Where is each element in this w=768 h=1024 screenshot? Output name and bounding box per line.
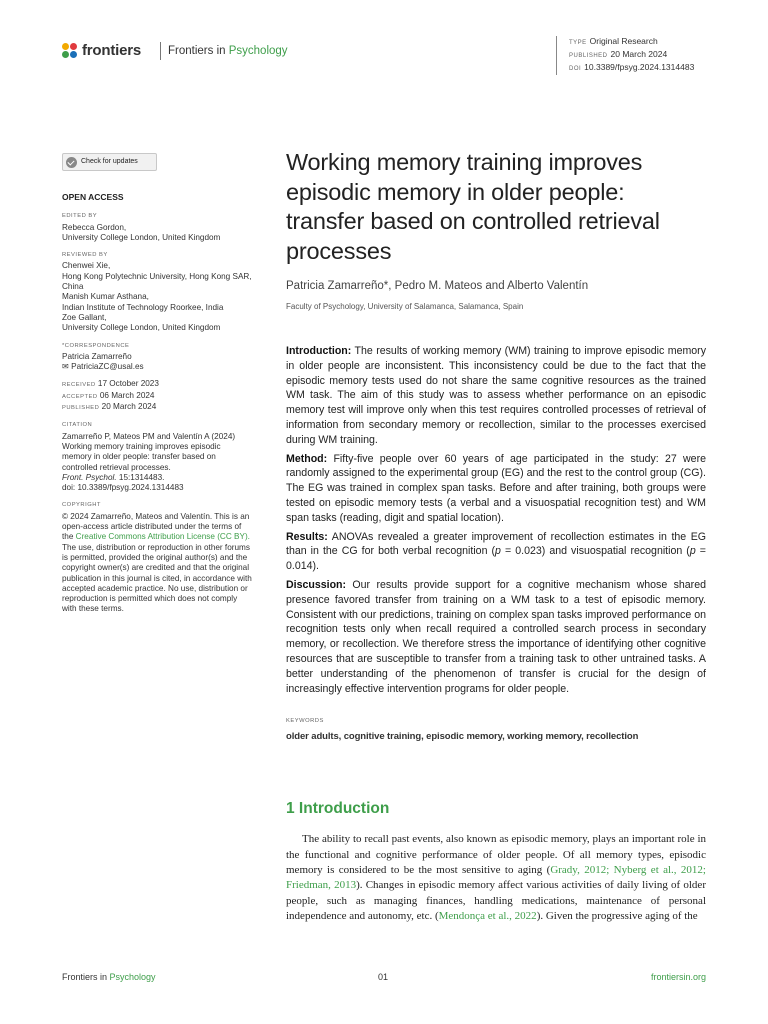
accepted-date: 06 March 2024 xyxy=(99,390,155,400)
reviewed-by-label: REVIEWED BY xyxy=(62,252,108,259)
abstract-method xyxy=(286,452,706,526)
p-symbol: p xyxy=(495,545,501,558)
abstract-results-text: ANOVAs revealed a greater improvement of recollection estimates in the EG than in the CG for both verbal recognition ( xyxy=(286,530,707,558)
abstract-results xyxy=(286,530,706,574)
citation-text: Zamarreño P, Mateos PM and Valentín A (2024) Working memory training improves episodic memory in older people: transfer based on controlled retrieval processes. xyxy=(62,431,236,472)
citation-block xyxy=(62,420,252,493)
page-number: 01 xyxy=(378,972,389,982)
abstract-introduction xyxy=(286,344,706,448)
abstract-results-label: Results: xyxy=(286,530,328,543)
reviewer-affiliation: Hong Kong Polytechnic University, Hong Kong SAR, China xyxy=(62,271,252,292)
article-title: Working memory training improves episodic memory in older people: transfer based on controlled retrieval processes xyxy=(286,149,660,264)
open-access-label: OPEN ACCESS xyxy=(62,192,124,202)
published-label: PUBLISHED xyxy=(62,405,100,412)
article-meta xyxy=(556,36,694,75)
check-updates-button[interactable] xyxy=(62,153,157,171)
section-heading: 1 Introduction xyxy=(286,800,390,818)
footer-journal-subject: Psychology xyxy=(109,972,156,982)
correspondence-label: *CORRESPONDENCE xyxy=(62,342,130,349)
abstract-discussion xyxy=(286,578,706,696)
reviewer-name: Manish Kumar Asthana, xyxy=(62,292,149,302)
editor-affiliation: University College London, United Kingdom xyxy=(62,232,221,242)
published-date: 20 March 2024 xyxy=(101,402,157,412)
brand-name: frontiers xyxy=(82,42,142,59)
article-type: Original Research xyxy=(589,36,658,46)
abstract-discussion-label: Discussion: xyxy=(286,578,347,591)
received-label: RECEIVED xyxy=(62,382,96,389)
abstract-discussion-text: Our results provide support for a cognitive mechanism whose shared presence favored transfer from training on a WM task to a test of episodic memory. Consistent with our predictions, training on complex span tasks improved performance on recognition tests only when recall required a controlled search process in secondary memory, or recollection. We therefore stress the importance of identifying other cognitive resources that are susceptible to transfer from a training task to other untrained tasks. A better understanding of the phenomenon of transfer is crucial for the design of increasingly effective intervention programs for older people. xyxy=(286,578,706,695)
body-text: The ability to recall past events, also known as episodic memory, plays an important role in the functional and cognitive performance of older people. Of all memory types, episodic memory is considered to be the most sensitive to aging ( xyxy=(286,833,706,876)
citation-doi[interactable]: doi: 10.3389/fpsyg.2024.1314483 xyxy=(62,483,184,493)
sidebar xyxy=(62,153,252,622)
checkmark-icon xyxy=(66,157,77,168)
journal-name[interactable] xyxy=(160,42,288,60)
correspondence-block xyxy=(62,341,252,373)
reviewed-by-block xyxy=(62,250,252,333)
email-icon: ✉ xyxy=(62,362,69,372)
citation-journal: Front. Psychol. xyxy=(62,472,117,482)
published-date: 20 March 2024 xyxy=(610,49,668,59)
abstract-method-text: Fifty-five people over 60 years of age participated in the study: 27 were randomly assigned to the experimental group (EG) and the rest to the control group (CG). The EG was trained in complex span tasks. Before and after training, both groups were tested on episodic memory tests (a verbal and a visuospatial recognition test) and WM span tasks (reading, digit and spatial location). xyxy=(286,452,706,524)
keywords: older adults, cognitive training, episodic memory, working memory, recollection xyxy=(286,731,639,743)
cc-license-link[interactable]: Creative Commons Attribution License (CC BY). xyxy=(75,532,250,542)
dates-block xyxy=(62,379,252,413)
article-affiliation: Faculty of Psychology, University of Salamanca, Salamanca, Spain xyxy=(286,302,524,311)
journal-prefix: Frontiers in xyxy=(168,45,226,57)
copyright-block xyxy=(62,500,252,614)
correspondence-name: Patricia Zamarreño xyxy=(62,351,132,361)
abstract-results-text: = 0.014). xyxy=(286,545,706,573)
p-symbol: p xyxy=(689,545,696,558)
doi-link[interactable]: 10.3389/fpsyg.2024.1314483 xyxy=(584,62,695,72)
citation-link[interactable]: Grady, 2012; Nyberg et al., 2012; Friedman, 2013 xyxy=(286,863,706,892)
abstract-intro-text: The results of working memory (WM) training to improve episodic memory in older people are inconsistent. This inconsistency could be due to the fact that the episodic memory tests used do not share the same cognitive resources as the trained WM task. The aim of this study was to assess whether performance on an episodic memory test will improve only when this test requires controlled processes of retrieval of information from secondary memory or recollection, similar to the processes exercised during WM training. xyxy=(286,345,706,446)
frontiers-logo-icon xyxy=(62,43,78,59)
frontiers-logo[interactable] xyxy=(62,42,141,59)
check-updates-label: Check for updates xyxy=(81,157,138,165)
edited-by-label: EDITED BY xyxy=(62,213,98,220)
type-label: TYPE xyxy=(569,40,587,46)
abstract-method-label: Method: xyxy=(286,452,328,465)
footer-journal-prefix: Frontiers in xyxy=(62,972,108,982)
edited-by-block xyxy=(62,211,252,243)
correspondence-email[interactable]: PatriciaZC@usal.es xyxy=(71,362,144,372)
footer-site-link[interactable]: frontiersin.org xyxy=(650,972,706,982)
body-text: ). Changes in episodic memory affect various activities of daily living of older people, such as managing finances, handling medications, maintenance of personal independence and autonomy, etc. ( xyxy=(286,879,706,922)
published-label: PUBLISHED xyxy=(569,53,608,59)
citation-volume: 15:1314483. xyxy=(118,472,165,482)
editor-name: Rebecca Gordon, xyxy=(62,222,127,232)
abstract-intro-label: Introduction: xyxy=(286,345,352,357)
reviewer-name: Chenwei Xie, xyxy=(62,261,111,271)
page-header xyxy=(62,36,706,76)
body-paragraph xyxy=(286,832,706,924)
citation-label: CITATION xyxy=(62,422,93,429)
reviewer-name: Zoe Gallant, xyxy=(62,312,107,322)
copyright-label: COPYRIGHT xyxy=(62,502,101,509)
abstract xyxy=(286,344,706,696)
reviewer-affiliation: University College London, United Kingdom xyxy=(62,323,221,333)
abstract-results-text: = 0.023) and visuospatial recognition ( xyxy=(500,545,690,558)
copyright-text xyxy=(62,512,252,615)
copyright-text-b: The use, distribution or reproduction in other forums is permitted, provided the original author(s) and the copyright owner(s) are credited and that the original publication in this journal is cited, in accordance with accepted academic practice. No use, distribution or reproduction is permitted which does not comply with these terms. xyxy=(62,542,252,614)
correspondence-email-row xyxy=(62,362,252,372)
accepted-label: ACCEPTED xyxy=(62,393,98,400)
citation-link[interactable]: Mendonça et al., 2022 xyxy=(438,909,537,922)
received-date: 17 October 2023 xyxy=(97,379,159,389)
body-text: ). Given the progressive aging of the xyxy=(536,909,698,922)
article-authors[interactable]: Patricia Zamarreño*, Pedro M. Mateos and Alberto Valentín xyxy=(286,280,589,292)
article-main xyxy=(286,148,706,924)
copyright-text-a: © 2024 Zamarreño, Mateos and Valentín. This is an open-access article distributed under the terms of the xyxy=(62,511,250,542)
doi-label: DOI xyxy=(569,66,582,72)
footer-journal[interactable] xyxy=(62,972,156,982)
keywords-label: KEYWORDS xyxy=(286,718,324,725)
journal-subject: Psychology xyxy=(228,45,288,57)
reviewer-affiliation: Indian Institute of Technology Roorkee, India xyxy=(62,302,224,312)
